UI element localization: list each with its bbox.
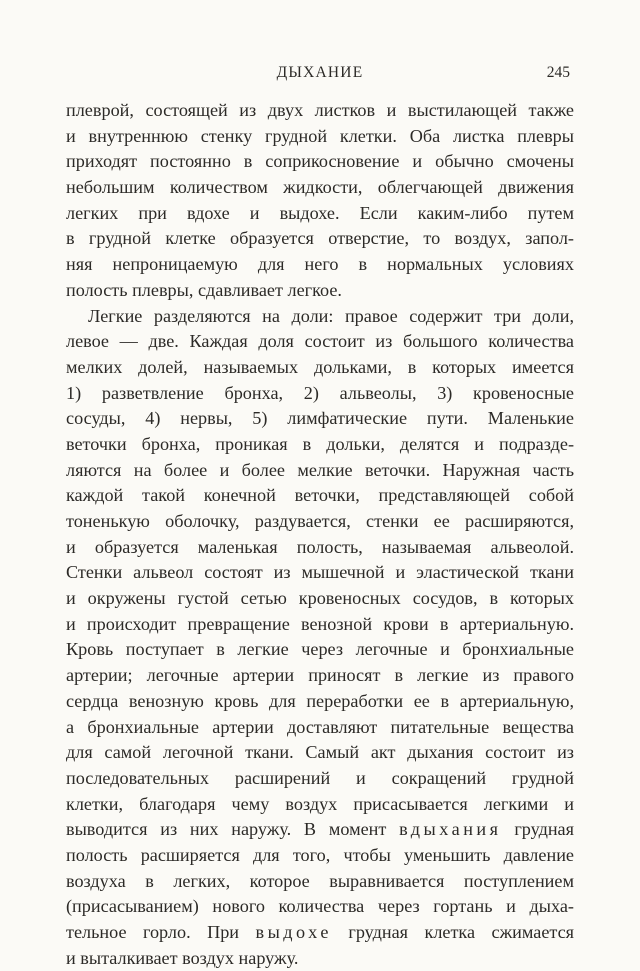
text-line: приходят постоянно в соприкосновение и обычно смочены — [66, 151, 574, 172]
line-text-before: тельное горло. При — [66, 922, 240, 942]
text-line: Кровь поступает в легкие через легочные и бронхиальные — [66, 639, 574, 660]
text-line: няя непроницаемую для него в нормальных условиях — [66, 254, 574, 275]
text-line: артерии; легочные артерии приносят в легкие из правого — [66, 665, 574, 686]
running-head — [70, 64, 570, 88]
text-line: в грудной клетке образуется отверстие, то воздух, запол- — [66, 228, 574, 249]
text-line: 1) разветвление бронха, 2) альвеолы, 3) кровеносные — [66, 382, 574, 403]
chapter-title: ДЫХАНИЕ — [276, 64, 364, 81]
line-text-before: выводится из них наружу. В момент — [66, 819, 387, 840]
emphasized-word: вдыхания — [399, 819, 502, 840]
text-line: небольшим количеством жидкости, облегчающей движения — [66, 177, 574, 198]
paragraph-end-line: и выталкивает воздух наружу. — [66, 947, 299, 968]
paragraph-first-line: Легкие разделяются на доли: правое содержит три доли, — [88, 305, 574, 326]
text-line: и окружены густой сетью кровеносных сосудов, в которых — [66, 588, 574, 609]
emphasized-word: выдохе — [255, 922, 332, 942]
text-line: легких при вдохе и выдохе. Если каким-либо путем — [66, 202, 574, 223]
text-line: для самой легочной ткани. Самый акт дыхания состоит из — [66, 742, 574, 763]
text-line — [66, 920, 574, 946]
text-line: клетки, благодаря чему воздух присасывается легкими и — [66, 793, 574, 814]
text-line: (присасыванием) нового количества через гортань и дыха- — [66, 896, 574, 917]
text-line: тоненькую оболочку, раздувается, стенки ее расширяются, — [66, 511, 574, 531]
text-line: ляются на более и более мелкие веточки. Наружная часть — [66, 459, 574, 480]
text-line: и происходит превращение венозной крови в артериальную. — [66, 613, 574, 634]
text-line: а бронхиальные артерии доставляют питательные вещества — [66, 716, 574, 737]
line-text-after: грудная клетка сжимается — [348, 922, 575, 942]
text-line: плеврой, состоящей из двух листков и выстилающей также — [66, 100, 574, 120]
text-line: каждой такой конечной веточки, представляющей собой — [66, 485, 574, 506]
text-line: мелких долей, называемых дольками, в которых имеется — [66, 356, 574, 377]
text-line: сердца венозную кровь для переработки ее в артериальную, — [66, 690, 574, 711]
page-number: 245 — [546, 64, 570, 81]
text-line: веточки бронха, проникая в дольки, делятся и подразде- — [66, 433, 574, 454]
line-text-after: грудная — [514, 819, 574, 840]
text-line: полость расширяется для того, чтобы уменьшить давление — [66, 844, 574, 865]
text-line: воздуха в легких, которое выравнивается поступлением — [66, 870, 574, 891]
text-line: и внутреннюю стенку грудной клетки. Оба листка плевры — [66, 125, 574, 146]
paragraph-end-line: полость плевры, сдавливает легкое. — [66, 279, 342, 300]
text-line: левое — две. Каждая доля состоит из большого количества — [66, 331, 574, 352]
body-text — [66, 98, 574, 971]
text-line: сосуды, 4) нервы, 5) лимфатические пути. Маленькие — [66, 408, 574, 429]
text-line: последовательных расширений и сокращений грудной — [66, 767, 574, 788]
text-line — [66, 817, 574, 843]
text-line: Стенки альвеол состоят из мышечной и эластической ткани — [66, 562, 574, 583]
text-line: и образуется маленькая полость, называемая альвеолой. — [66, 536, 574, 557]
